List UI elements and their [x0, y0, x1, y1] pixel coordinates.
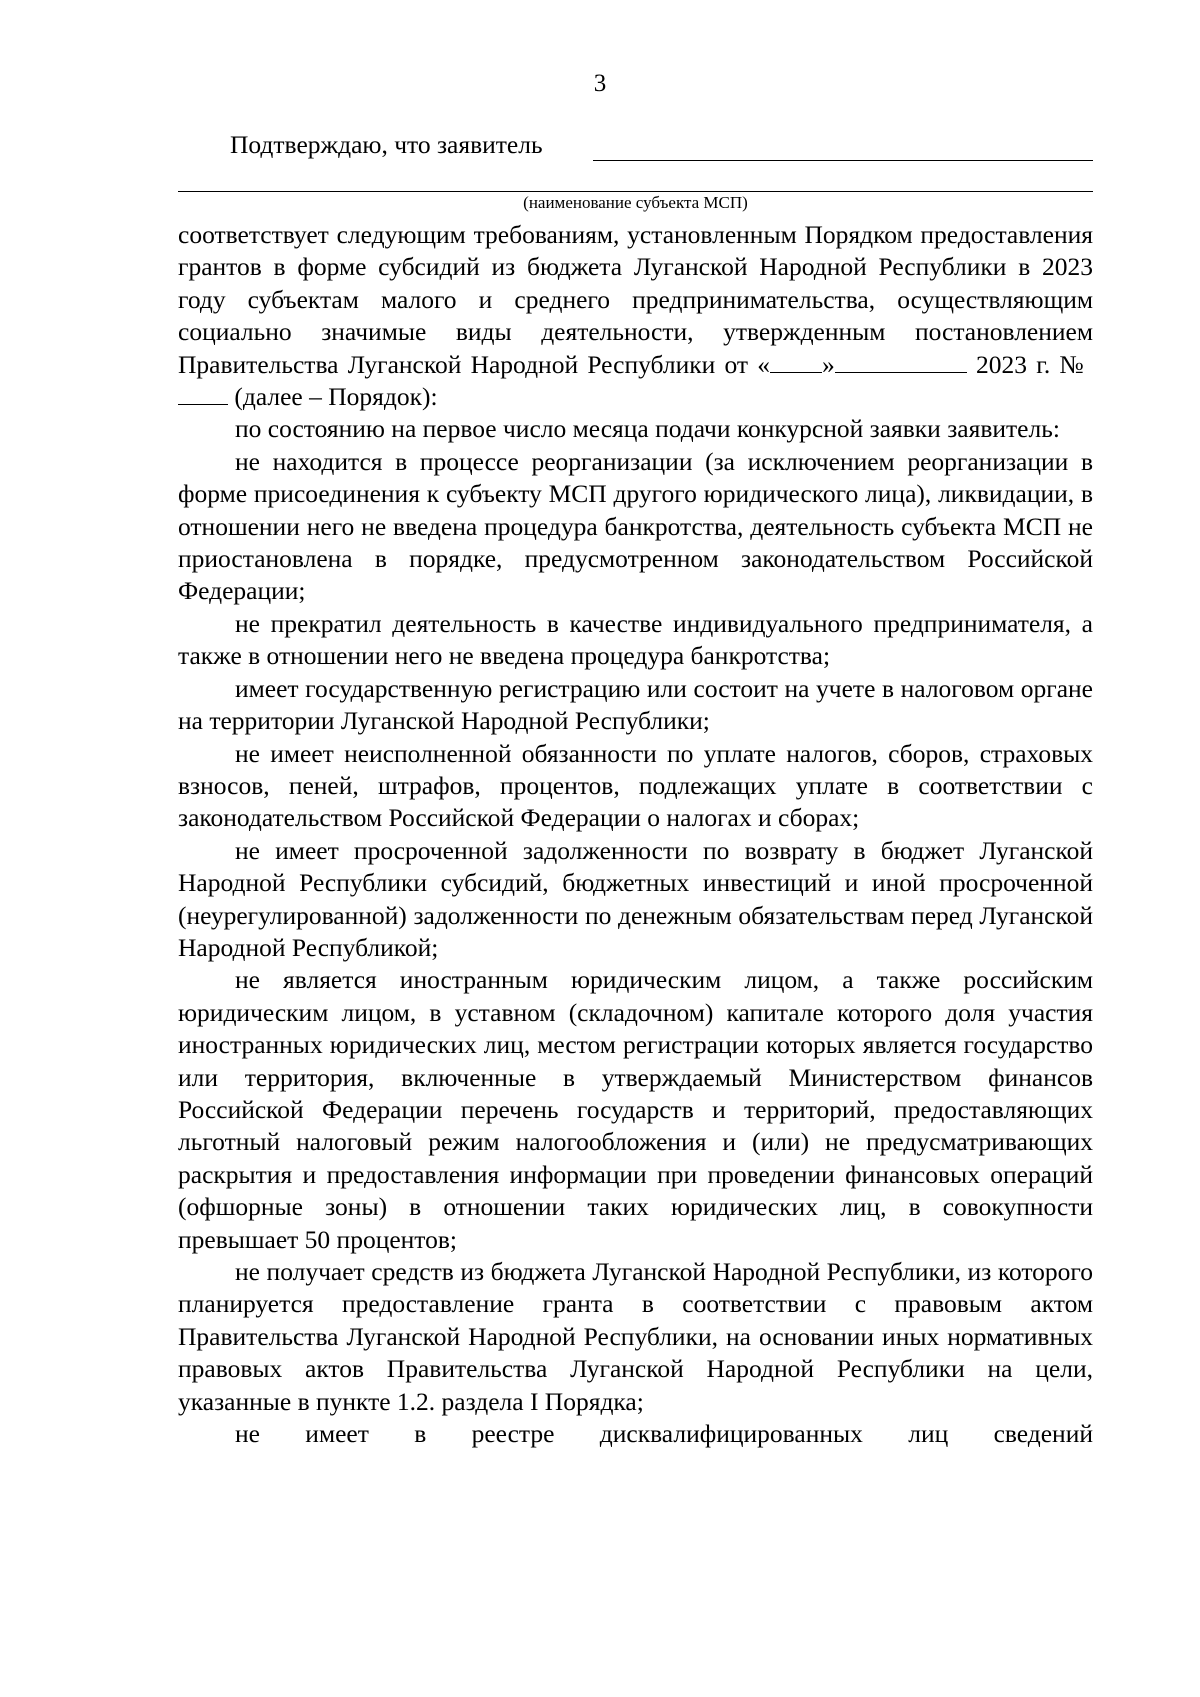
- date-year: 2023 г. №: [976, 349, 1087, 379]
- date-mid: »: [822, 349, 835, 379]
- applicant-name-blank: [593, 160, 1093, 161]
- paragraph-registration: имеет государственную регистрацию или состоит на учете в налоговом органе на территории Луганской Народной Республики;: [178, 673, 1093, 736]
- document-body: [178, 219, 1093, 1450]
- paragraph-foreign-entity: не является иностранным юридическим лицом, а также российским юридическим лицом, в уставном (складочном) капитале которого доля участия иностранных юридических лиц, местом регистрации которых является государство или территория, включенные в утверждаемый Министерством финансов Российской Федерации перечень государств и территорий, предоставляющих льготный налоговый режим налогообложения и (или) не предусматривающих раскрытия и предоставления информации при проведении финансовых операций (офшорные зоны) в отношении таких юридических лиц, в совокупности превышает 50 процентов;: [178, 965, 1093, 1254]
- field-caption: (наименование субъекта МСП): [523, 193, 748, 212]
- paragraph-disqualified: не имеет в реестре дисквалифицированных лиц сведений: [235, 1419, 1093, 1449]
- date-prefix: от «: [724, 349, 771, 379]
- number-blank: [178, 382, 228, 405]
- paragraph-reorganization: не находится в процессе реорганизации (за исключением реорганизации в форме присоединения к субъекту МСП другого юридического лица), ликвидации, в отношении него не введена процедура банкротства, деятельность субъекта МСП не приостановлена в порядке, предусмотренном законодательством Российской Федерации;: [178, 446, 1093, 606]
- confirm-text: Подтверждаю, что заявитель: [230, 130, 543, 159]
- paragraph-budget-funds: не получает средств из бюджета Луганской Народной Республики, из которого планируется предоставление гранта в соответствии с правовым актом Правительства Луганской Народной Республики, на основании иных нормативных правовых актов Правительства Луганской Народной Республики на цели, указанные в пункте 1.2. раздела I Порядка;: [178, 1257, 1093, 1416]
- paragraph-entrepreneur: не прекратил деятельность в качестве индивидуального предпринимателя, а также в отношении него не введена процедура банкротства;: [178, 608, 1093, 671]
- month-blank: [835, 350, 967, 373]
- date-suffix: (далее – Порядок):: [234, 382, 438, 412]
- paragraph-taxes: не имеет неисполненной обязанности по уплате налогов, сборов, страховых взносов, пеней, штрафов, процентов, подлежащих уплате в соответствии с законодательством Российской Федерации о налогах и сборах;: [178, 738, 1093, 833]
- applicant-name-blank-line-2: [178, 191, 1093, 192]
- page-number: 3: [593, 70, 607, 97]
- intro-text: соответствует следующим требованиям, установленным Порядком предоставления грантов в форме субсидий из бюджета Луганской Народной Республики в 2023 году субъектам малого и среднего предпринимательства, осуществляющим социально значимые виды деятельности, утвержденным постановлением Правительства Луганской Народной Республики: [178, 220, 1093, 379]
- paragraph-debt: не имеет просроченной задолженности по возврату в бюджет Луганской Народной Республики субсидий, бюджетных инвестиций и иной просроченной (неурегулированной) задолженности по денежным обязательствам перед Луганской Народной Республикой;: [178, 835, 1093, 962]
- day-blank: [770, 350, 822, 373]
- intro-paragraph: [178, 219, 1093, 413]
- paragraph-first-day: по состоянию на первое число месяца подачи конкурсной заявки заявитель:: [235, 414, 1060, 444]
